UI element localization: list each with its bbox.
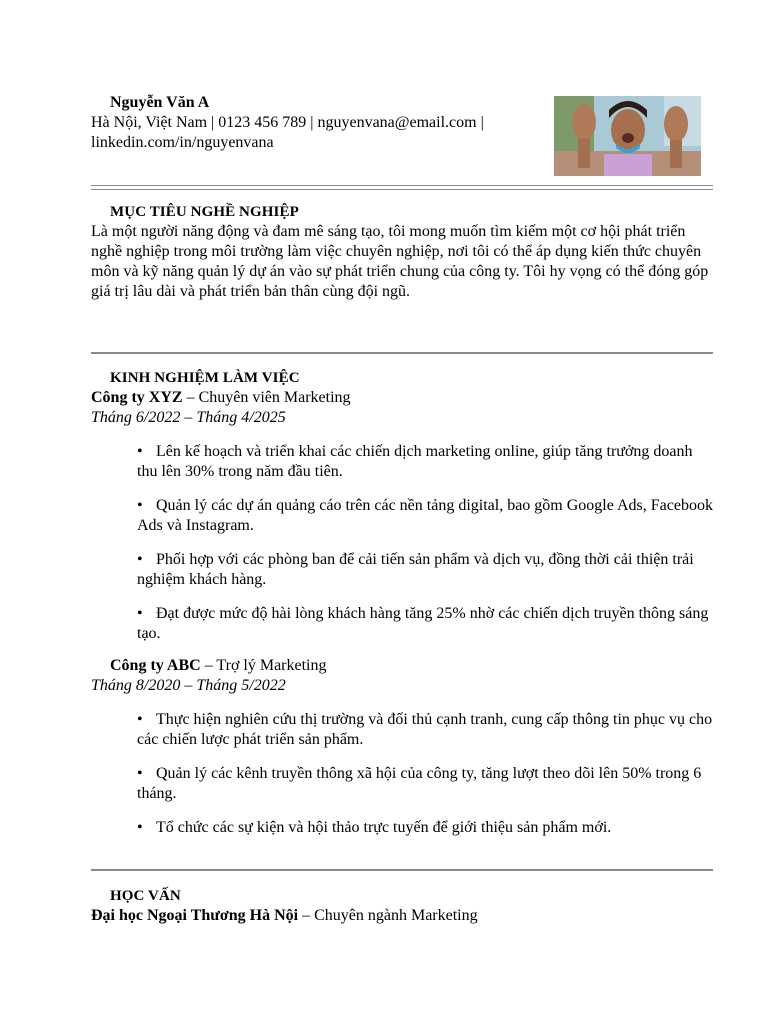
- job-company: Công ty ABC: [110, 657, 201, 674]
- education-section: [91, 886, 713, 926]
- job-dates: Tháng 8/2020 – Tháng 5/2022: [91, 677, 286, 694]
- list-item: [137, 604, 713, 644]
- profile-photo: [554, 96, 701, 176]
- list-item-text: Quản lý các dự án quảng cáo trên các nền tảng digital, bao gồm Google Ads, Facebook Ads và Instagram.: [137, 497, 713, 534]
- education-major: – Chuyên ngành Marketing: [298, 907, 478, 924]
- job-bullet-list: [91, 442, 713, 644]
- list-item: [137, 710, 713, 750]
- bullet-icon: •: [137, 711, 143, 728]
- objective-section: [91, 202, 713, 302]
- list-item-text: Lên kế hoạch và triển khai các chiến dịch marketing online, giúp tăng trưởng doanh thu lên 30% trong năm đầu tiên.: [137, 443, 693, 480]
- bullet-icon: •: [137, 497, 143, 514]
- bullet-icon: •: [137, 765, 143, 782]
- job-heading: [110, 656, 713, 676]
- bullet-icon: •: [137, 605, 143, 622]
- list-item-text: Phối hợp với các phòng ban để cải tiến sản phẩm và dịch vụ, đồng thời cải thiện trải nghiệm khách hàng.: [137, 551, 694, 588]
- job-role: – Chuyên viên Marketing: [182, 389, 351, 406]
- resume-header: [91, 93, 551, 153]
- job-entry: [91, 388, 713, 644]
- school-name: Đại học Ngoại Thương Hà Nội: [91, 907, 299, 924]
- job-role: – Trợ lý Marketing: [200, 657, 327, 674]
- job-entry: [91, 656, 713, 838]
- section-divider: [91, 869, 713, 871]
- objective-text: Là một người năng động và đam mê sáng tạo, tôi mong muốn tìm kiếm một cơ hội phát triển nghề nghiệp trong môi trường làm việc chuyên nghiệp, nơi tôi có thể áp dụng kiến thức chuyên môn và kỹ năng quản lý dự án vào sự phát triển chung của công ty. Tôi hy vọng có thể đóng góp giá trị lâu dài và phát triển bản thân cùng đội ngũ.: [91, 223, 709, 300]
- education-title: HỌC VẤN: [110, 888, 181, 904]
- section-divider: [91, 352, 713, 354]
- list-item: [137, 496, 713, 536]
- header-divider: [91, 185, 713, 190]
- objective-title: MỤC TIÊU NGHỀ NGHIỆP: [110, 204, 299, 220]
- list-item: [137, 550, 713, 590]
- contact-line: Hà Nội, Việt Nam | 0123 456 789 | nguyenvana@email.com |: [91, 114, 484, 131]
- education-entry: [91, 906, 713, 926]
- list-item: [137, 818, 713, 838]
- list-item: [137, 442, 713, 482]
- list-item-text: Đạt được mức độ hài lòng khách hàng tăng 25% nhờ các chiến dịch truyền thông sáng tạo.: [137, 605, 709, 642]
- linkedin-line: linkedin.com/in/nguyenvana: [91, 134, 274, 151]
- job-heading: [91, 388, 713, 408]
- bullet-icon: •: [137, 551, 143, 568]
- list-item: [137, 764, 713, 804]
- experience-section: [91, 368, 713, 852]
- job-dates: Tháng 6/2022 – Tháng 4/2025: [91, 409, 286, 426]
- job-company: Công ty XYZ: [91, 389, 183, 406]
- candidate-name: Nguyễn Văn A: [110, 94, 210, 111]
- experience-title: KINH NGHIỆM LÀM VIỆC: [110, 370, 300, 386]
- job-bullet-list: [91, 710, 713, 838]
- bullet-icon: •: [137, 443, 143, 460]
- list-item-text: Tổ chức các sự kiện và hội thảo trực tuyến để giới thiệu sản phẩm mới.: [156, 819, 612, 836]
- bullet-icon: •: [137, 819, 143, 836]
- list-item-text: Thực hiện nghiên cứu thị trường và đối thủ cạnh tranh, cung cấp thông tin phục vụ cho các chiến lược phát triển sản phẩm.: [137, 711, 713, 748]
- list-item-text: Quản lý các kênh truyền thông xã hội của công ty, tăng lượt theo dõi lên 50% trong 6 tháng.: [137, 765, 702, 802]
- profile-photo-image: [554, 96, 701, 176]
